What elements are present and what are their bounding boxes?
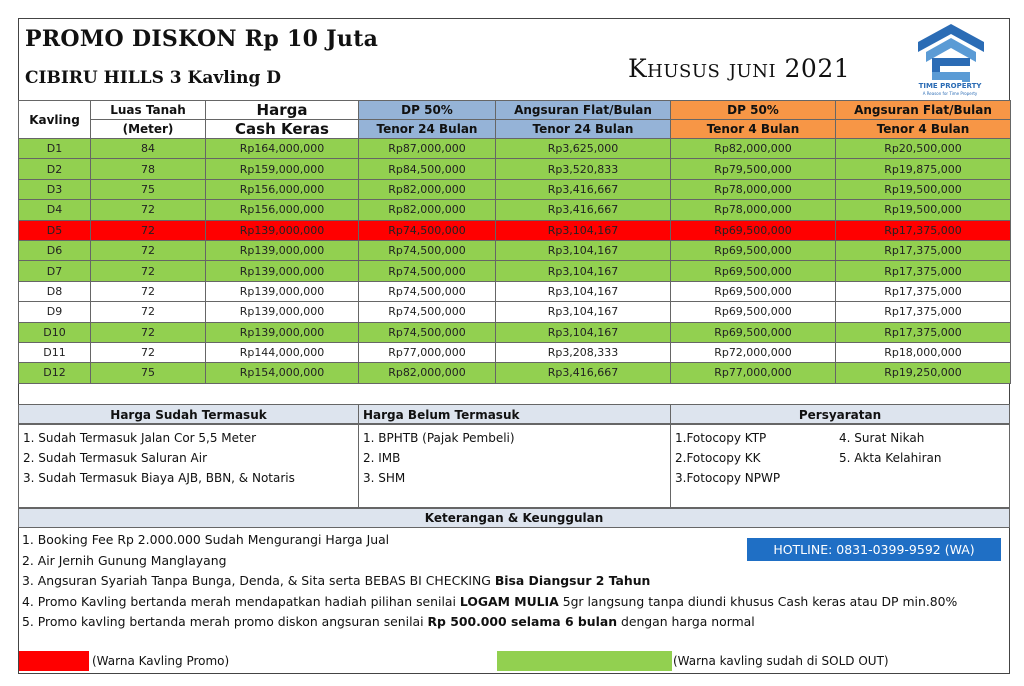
list-item: 3. SHM	[363, 471, 406, 485]
cell-dp24: Rp74,500,000	[359, 240, 496, 260]
cell-dp24: Rp77,000,000	[359, 342, 496, 362]
cell-luas: 72	[91, 342, 206, 362]
list-item: 1.Fotocopy KTP	[675, 431, 767, 445]
cell-kavling: D4	[19, 200, 91, 220]
cell-luas: 72	[91, 200, 206, 220]
col-header-dp24: DP 50%	[359, 101, 496, 120]
col-header-dp4: DP 50%	[671, 101, 836, 120]
table-row	[19, 342, 1011, 362]
cell-dp24: Rp82,000,000	[359, 179, 496, 199]
belum-heading: Harga Belum Termasuk	[358, 404, 671, 424]
cell-kavling: D11	[19, 342, 91, 362]
persyaratan-heading: Persyaratan	[670, 404, 1010, 424]
list-item: 1. BPHTB (Pajak Pembeli)	[363, 431, 515, 445]
col-header-angsuran4: Angsuran Flat/Bulan	[836, 101, 1011, 120]
cell-kavling: D9	[19, 302, 91, 322]
cell-dp4: Rp69,500,000	[671, 261, 836, 281]
cell-luas: 78	[91, 159, 206, 179]
col-header-luas: Luas Tanah	[91, 101, 206, 120]
list-item: 2. Air Jernih Gunung Manglayang	[22, 552, 227, 568]
table-row	[19, 159, 1011, 179]
cell-kavling: D12	[19, 363, 91, 383]
cell-ang4: Rp19,500,000	[836, 200, 1011, 220]
cell-ang24: Rp3,104,167	[496, 281, 671, 301]
table-row	[19, 281, 1011, 301]
cell-cash: Rp139,000,000	[206, 261, 359, 281]
col-header-kavling: Kavling	[19, 101, 91, 139]
legend-promo-label: (Warna Kavling Promo)	[92, 654, 230, 668]
cell-dp24: Rp74,500,000	[359, 281, 496, 301]
list-item	[22, 571, 1002, 592]
cell-ang4: Rp19,250,000	[836, 363, 1011, 383]
item-text: 5. Promo kavling bertanda merah promo diskon angsuran senilai	[22, 614, 428, 630]
item-text: 4. Promo Kavling bertanda merah mendapatkan hadiah pilihan senilai	[22, 593, 460, 609]
col-subheader-cash: Cash Keras	[206, 120, 359, 139]
table-row	[19, 139, 1011, 159]
list-item	[22, 592, 1002, 613]
cell-ang4: Rp18,000,000	[836, 342, 1011, 362]
table-row	[19, 322, 1011, 342]
cell-dp24: Rp87,000,000	[359, 139, 496, 159]
persyaratan-col2	[839, 428, 941, 468]
cell-luas: 72	[91, 261, 206, 281]
list-item	[22, 612, 1002, 633]
cell-cash: Rp139,000,000	[206, 302, 359, 322]
cell-dp4: Rp79,500,000	[671, 159, 836, 179]
belum-list	[358, 424, 671, 508]
cell-luas: 84	[91, 139, 206, 159]
cell-dp24: Rp74,500,000	[359, 220, 496, 240]
project-subtitle: CIBIRU HILLS 3 Kavling D	[25, 68, 282, 88]
cell-ang4: Rp17,375,000	[836, 220, 1011, 240]
promo-title: PROMO DISKON Rp 10 Juta	[25, 26, 379, 52]
cell-cash: Rp139,000,000	[206, 281, 359, 301]
col-subheader-tenor24b: Tenor 24 Bulan	[496, 120, 671, 139]
cell-dp4: Rp77,000,000	[671, 363, 836, 383]
cell-cash: Rp144,000,000	[206, 342, 359, 362]
cell-ang24: Rp3,625,000	[496, 139, 671, 159]
cell-luas: 72	[91, 220, 206, 240]
item-text: dengan harga normal	[617, 614, 755, 630]
legend-sold-swatch	[497, 651, 672, 671]
cell-dp24: Rp82,000,000	[359, 200, 496, 220]
persyaratan-list	[670, 424, 1010, 508]
cell-ang24: Rp3,416,667	[496, 179, 671, 199]
keterangan-heading: Keterangan & Keunggulan	[18, 508, 1010, 528]
col-subheader-meter: (Meter)	[91, 120, 206, 139]
cell-luas: 72	[91, 281, 206, 301]
cell-dp4: Rp69,500,000	[671, 240, 836, 260]
list-item: 4. Surat Nikah	[839, 431, 925, 445]
cell-luas: 72	[91, 240, 206, 260]
cell-ang24: Rp3,520,833	[496, 159, 671, 179]
cell-ang4: Rp19,875,000	[836, 159, 1011, 179]
cell-ang4: Rp17,375,000	[836, 261, 1011, 281]
cell-luas: 75	[91, 179, 206, 199]
termasuk-list	[18, 424, 359, 508]
info-section	[18, 404, 1010, 508]
col-subheader-tenor24a: Tenor 24 Bulan	[359, 120, 496, 139]
item-bold: LOGAM MULIA	[459, 593, 559, 609]
cell-ang24: Rp3,104,167	[496, 261, 671, 281]
cell-cash: Rp156,000,000	[206, 200, 359, 220]
cell-dp4: Rp72,000,000	[671, 342, 836, 362]
cell-cash: Rp159,000,000	[206, 159, 359, 179]
col-header-harga: Harga	[206, 101, 359, 120]
cell-cash: Rp156,000,000	[206, 179, 359, 199]
list-item: 1. Sudah Termasuk Jalan Cor 5,5 Meter	[23, 431, 257, 445]
cell-cash: Rp139,000,000	[206, 322, 359, 342]
cell-ang4: Rp17,375,000	[836, 322, 1011, 342]
list-item: 5. Akta Kelahiran	[839, 451, 942, 465]
list-item: 2. Sudah Termasuk Saluran Air	[23, 451, 208, 465]
cell-dp4: Rp78,000,000	[671, 200, 836, 220]
cell-ang24: Rp3,416,667	[496, 200, 671, 220]
cell-dp4: Rp69,500,000	[671, 322, 836, 342]
legend-promo-swatch	[19, 651, 89, 671]
col-subheader-tenor4b: Tenor 4 Bulan	[836, 120, 1011, 139]
table-row	[19, 363, 1011, 383]
cell-dp4: Rp69,500,000	[671, 220, 836, 240]
cell-kavling: D3	[19, 179, 91, 199]
col-header-angsuran24: Angsuran Flat/Bulan	[496, 101, 671, 120]
cell-kavling: D1	[19, 139, 91, 159]
price-table	[18, 100, 1011, 384]
cell-ang24: Rp3,104,167	[496, 240, 671, 260]
table-row	[19, 200, 1011, 220]
logo-text: TIME PROPERTY	[918, 82, 982, 90]
list-item: 2. IMB	[363, 451, 401, 465]
cell-kavling: D5	[19, 220, 91, 240]
cell-kavling: D8	[19, 281, 91, 301]
table-row	[19, 220, 1011, 240]
termasuk-heading: Harga Sudah Termasuk	[18, 404, 359, 424]
cell-ang24: Rp3,208,333	[496, 342, 671, 362]
cell-dp24: Rp74,500,000	[359, 261, 496, 281]
cell-dp4: Rp69,500,000	[671, 302, 836, 322]
list-item: 3. Sudah Termasuk Biaya AJB, BBN, & Notaris	[23, 471, 295, 485]
legend-sold-label: (Warna kavling sudah di SOLD OUT)	[673, 654, 889, 668]
period-label: Khusus juni 2021	[628, 54, 851, 83]
cell-ang4: Rp19,500,000	[836, 179, 1011, 199]
logo-tagline: A Reason for Time Property	[922, 91, 978, 96]
cell-dp24: Rp82,000,000	[359, 363, 496, 383]
cell-dp24: Rp74,500,000	[359, 302, 496, 322]
cell-ang4: Rp20,500,000	[836, 139, 1011, 159]
cell-kavling: D10	[19, 322, 91, 342]
cell-ang24: Rp3,104,167	[496, 220, 671, 240]
list-item: 2.Fotocopy KK	[675, 451, 761, 465]
list-item: 3.Fotocopy NPWP	[675, 471, 781, 485]
cell-kavling: D6	[19, 240, 91, 260]
price-table-body	[19, 139, 1011, 384]
cell-cash: Rp164,000,000	[206, 139, 359, 159]
cell-dp4: Rp78,000,000	[671, 179, 836, 199]
cell-ang4: Rp17,375,000	[836, 240, 1011, 260]
hotline-banner[interactable]: HOTLINE: 0831-0399-9592 (WA)	[747, 538, 1001, 561]
cell-dp4: Rp82,000,000	[671, 139, 836, 159]
cell-cash: Rp139,000,000	[206, 240, 359, 260]
cell-kavling: D7	[19, 261, 91, 281]
table-row	[19, 302, 1011, 322]
cell-cash: Rp139,000,000	[206, 220, 359, 240]
cell-luas: 72	[91, 302, 206, 322]
item-bold: Bisa Diangsur 2 Tahun	[494, 573, 651, 589]
table-row	[19, 240, 1011, 260]
persyaratan-col1	[675, 428, 780, 488]
item-text: 5gr langsung tanpa diundi khusus Cash keras atau DP min.80%	[558, 593, 958, 609]
cell-dp24: Rp84,500,000	[359, 159, 496, 179]
cell-ang24: Rp3,416,667	[496, 363, 671, 383]
cell-ang4: Rp17,375,000	[836, 281, 1011, 301]
cell-dp24: Rp74,500,000	[359, 322, 496, 342]
cell-luas: 72	[91, 322, 206, 342]
cell-ang4: Rp17,375,000	[836, 302, 1011, 322]
item-bold: Rp 500.000 selama 6 bulan	[427, 614, 618, 630]
list-item: 1. Booking Fee Rp 2.000.000 Sudah Mengurangi Harga Jual	[22, 532, 390, 547]
cell-cash: Rp154,000,000	[206, 363, 359, 383]
item-text: 3. Angsuran Syariah Tanpa Bunga, Denda, & Sita serta BEBAS BI CHECKING	[22, 573, 495, 589]
cell-luas: 75	[91, 363, 206, 383]
cell-kavling: D2	[19, 159, 91, 179]
cell-ang24: Rp3,104,167	[496, 322, 671, 342]
cell-ang24: Rp3,104,167	[496, 302, 671, 322]
table-row	[19, 179, 1011, 199]
table-row	[19, 261, 1011, 281]
cell-dp4: Rp69,500,000	[671, 281, 836, 301]
col-subheader-tenor4a: Tenor 4 Bulan	[671, 120, 836, 139]
